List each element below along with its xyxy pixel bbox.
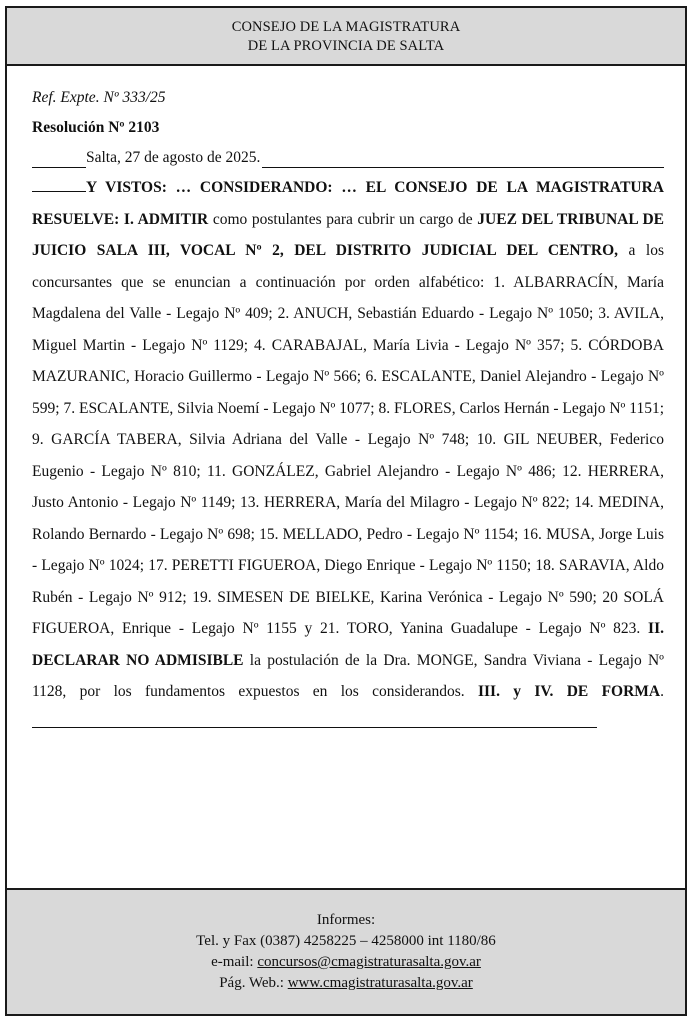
reference-number: Ref. Expte. Nº 333/25 xyxy=(32,89,166,106)
cargo-text: JUEZ DEL TRIBUNAL DE JUICIO SALA III, VOCAL Nº 2, DEL DISTRITO JUDICIAL DEL CENTRO, xyxy=(32,210,664,259)
closing-rule xyxy=(32,713,597,728)
vistos-text: Y VISTOS: … CONSIDERANDO: … EL CONSEJO DE LA MAGISTRATURA RESUELVE: I. ADMITIR xyxy=(32,179,664,228)
resolution-number: Resolución Nº 2103 xyxy=(32,119,160,136)
footer-phone: Tel. y Fax (0387) 4258225 – 4258000 int 1180/86 xyxy=(196,933,496,949)
footer-email-line xyxy=(7,952,685,973)
body-text-3: la postulación de la Dra. MONGE, Sandra Viviana - Legajo Nº 1128, por los fundamentos expuestos en los considerandos. xyxy=(32,651,664,700)
body-text-4: . xyxy=(660,683,664,700)
email-link[interactable]: concursos@cmagistraturasalta.gov.ar xyxy=(257,954,481,970)
forma-text: III. y IV. DE FORMA xyxy=(477,683,661,700)
date-line xyxy=(32,148,664,168)
trailing-rule xyxy=(262,151,664,168)
leading-rule xyxy=(32,152,86,168)
candidates-list: a los concursantes que se enuncian a continuación por orden alfabético: 1. ALBARRACÍN, María Magdalena del Valle - Legajo Nº 409; 2. ANUCH, Sebastián Eduardo - Legajo Nº 1050; 3. AVILA, Miguel Martin - Legajo Nº 1129; 4. CARABAJAL, María Livia - Legajo Nº 357; 5. CÓRDOBA MAZURANIC, Horacio Guillermo - Legajo Nº 566; 6. ESCALANTE, Daniel Alejandro - Legajo Nº 599; 7. ESCALANTE, Silvia Noemí - Legajo Nº 1077; 8. FLORES, Carlos Hernán - Legajo Nº 1151; 9. GARCÍA TABERA, Silvia Adriana del Valle - Legajo Nº 748; 10. GIL NEUBER, Federico Eugenio - Legajo Nº 810; 11. GONZÁLEZ, Gabriel Alejandro - Legajo Nº 486; 12. HERRERA, Justo Antonio - Legajo Nº 1149; 13. HERRERA, María del Milagro - Legajo Nº 822; 14. MEDINA, Rolando Bernardo - Legajo Nº 698; 15. MELLADO, Pedro - Legajo Nº 1154; 16. MUSA, Jorge Luis - Legajo Nº 1024; 17. PERETTI FIGUEROA, Diego Enrique - Legajo Nº 1150; 18. SARAVIA, Aldo Rubén - Legajo Nº 912; 19. SIMESEN DE BIELKE, Karina Verónica - Legajo Nº 590; 20 SOLÁ FIGUEROA, Enrique - Legajo Nº 1155 y 21. TORO, Yanina Guadalupe - Legajo Nº 823. xyxy=(32,242,665,637)
web-label: Pág. Web.: xyxy=(219,975,288,991)
footer-web-line xyxy=(7,973,685,994)
notice-frame xyxy=(5,6,687,1016)
body-text-1: como postulantes para cubrir un cargo de xyxy=(208,210,478,228)
resolution-body xyxy=(32,172,664,739)
date-text: Salta, 27 de agosto de 2025. xyxy=(86,149,261,166)
footer-title: Informes: xyxy=(316,912,376,928)
header-line-1: CONSEJO DE LA MAGISTRATURA xyxy=(231,19,461,35)
email-label: e-mail: xyxy=(211,954,258,970)
notice-content xyxy=(32,88,664,739)
web-link[interactable]: www.cmagistraturasalta.gov.ar xyxy=(287,975,473,991)
contact-footer xyxy=(7,888,685,1014)
leading-rule xyxy=(32,176,86,192)
notice-header xyxy=(7,8,685,66)
declarar-text: II. DECLARAR NO ADMISIBLE xyxy=(32,620,664,669)
header-line-2: DE LA PROVINCIA DE SALTA xyxy=(247,38,445,54)
